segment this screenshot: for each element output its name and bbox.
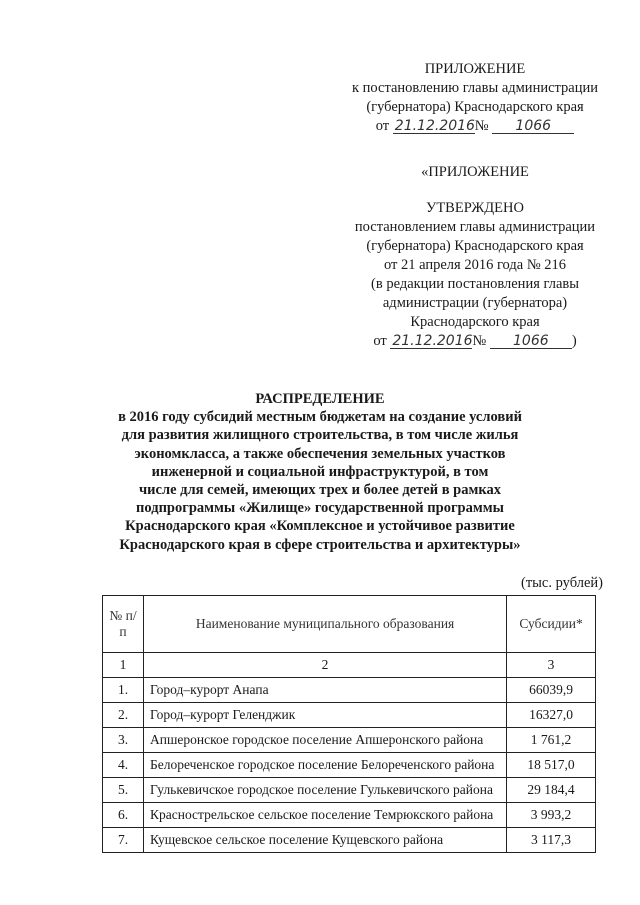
header-num: № п/п (103, 596, 144, 653)
row-num: 4. (103, 753, 144, 778)
row-num: 5. (103, 778, 144, 803)
appendix-line: от 21 апреля 2016 года № 216 (383, 257, 567, 273)
table-row (103, 778, 596, 803)
table-row (103, 678, 596, 703)
row-value: 1 761,2 (507, 728, 596, 753)
column-number-row (103, 653, 596, 678)
row-value: 16327,0 (507, 703, 596, 728)
title-line: Краснодарского края в сфере строительства и архитектуры» (119, 536, 521, 553)
table-row (103, 803, 596, 828)
header-name: Наименование муниципального образования (144, 596, 507, 653)
row-name: Гулькевичское городское поселение Гулькевичского района (144, 778, 507, 803)
appendix-line: постановлением главы администрации (354, 219, 596, 235)
closing-paren: ) (571, 333, 577, 349)
row-name: Апшеронское городское поселение Апшеронского района (144, 728, 507, 753)
row-name: Город–курорт Геленджик (144, 703, 507, 728)
row-num: 1. (103, 678, 144, 703)
appendix-date-line (340, 117, 610, 136)
document-title (60, 390, 580, 554)
appendix-line: Краснодарского края (410, 314, 540, 330)
handwritten-date: 21.12.2016 (392, 333, 473, 349)
table-row (103, 753, 596, 778)
appendix-line: администрации (губернатора) (382, 295, 568, 311)
col-number: 1 (103, 653, 144, 678)
appendix-title: «ПРИЛОЖЕНИЕ (421, 164, 529, 180)
row-value: 29 184,4 (507, 778, 596, 803)
appendix-header-1 (340, 60, 610, 136)
title-line: подпрограммы «Жилище» государственной программы (136, 500, 504, 517)
table-row (103, 828, 596, 853)
title-line: инженерной и социальной инфраструктурой, в том (151, 463, 489, 480)
col-number: 3 (507, 653, 596, 678)
handwritten-number: 1066 (492, 119, 574, 134)
appendix-line: к постановлению главы администрации (351, 80, 599, 96)
table-row (103, 728, 596, 753)
row-num: 2. (103, 703, 144, 728)
title-line: Краснодарского края «Комплексное и устойчивое развитие (125, 518, 515, 535)
appendix-date-line (340, 332, 610, 351)
table-header-row (103, 596, 596, 653)
header-value: Субсидии* (507, 596, 596, 653)
title-line: в 2016 году субсидий местным бюджетам на создание условий (118, 409, 522, 426)
appendix-header-2 (340, 163, 610, 351)
number-sign: № (472, 333, 487, 349)
row-name: Город–курорт Анапа (144, 678, 507, 703)
col-number: 2 (144, 653, 507, 678)
row-num: 7. (103, 828, 144, 853)
appendix-line: (губернатора) Краснодарского края (366, 238, 584, 254)
title-line: числе для семей, имеющих трех и более детей в рамках (139, 482, 501, 499)
date-prefix: от (373, 333, 387, 349)
appendix-line: (губернатора) Краснодарского края (366, 99, 584, 115)
title-line: экономкласса, а также обеспечения земельных участков (134, 445, 506, 462)
appendix-title: ПРИЛОЖЕНИЕ (424, 61, 526, 77)
row-value: 18 517,0 (507, 753, 596, 778)
handwritten-number: 1066 (490, 334, 572, 349)
appendix-line: (в редакции постановления главы (371, 276, 579, 292)
table-row (103, 703, 596, 728)
approved-label: УТВЕРЖДЕНО (426, 200, 524, 216)
row-value: 66039,9 (507, 678, 596, 703)
title-heading: РАСПРЕДЕЛЕНИЕ (255, 391, 385, 407)
row-name: Краснострельское сельское поселение Темрюкского района (144, 803, 507, 828)
row-value: 3 117,3 (507, 828, 596, 853)
row-value: 3 993,2 (507, 803, 596, 828)
row-num: 3. (103, 728, 144, 753)
title-line: для развития жилищного строительства, в том числе жилья (121, 427, 519, 444)
number-sign: № (474, 118, 489, 134)
handwritten-date: 21.12.2016 (394, 118, 475, 134)
row-num: 6. (103, 803, 144, 828)
date-prefix: от (375, 118, 390, 134)
subsidy-table (102, 595, 596, 853)
unit-label: (тыс. рублей) (521, 575, 603, 591)
row-name: Белореченское городское поселение Белореченского района (144, 753, 507, 778)
row-name: Кущевское сельское поселение Кущевского района (144, 828, 507, 853)
